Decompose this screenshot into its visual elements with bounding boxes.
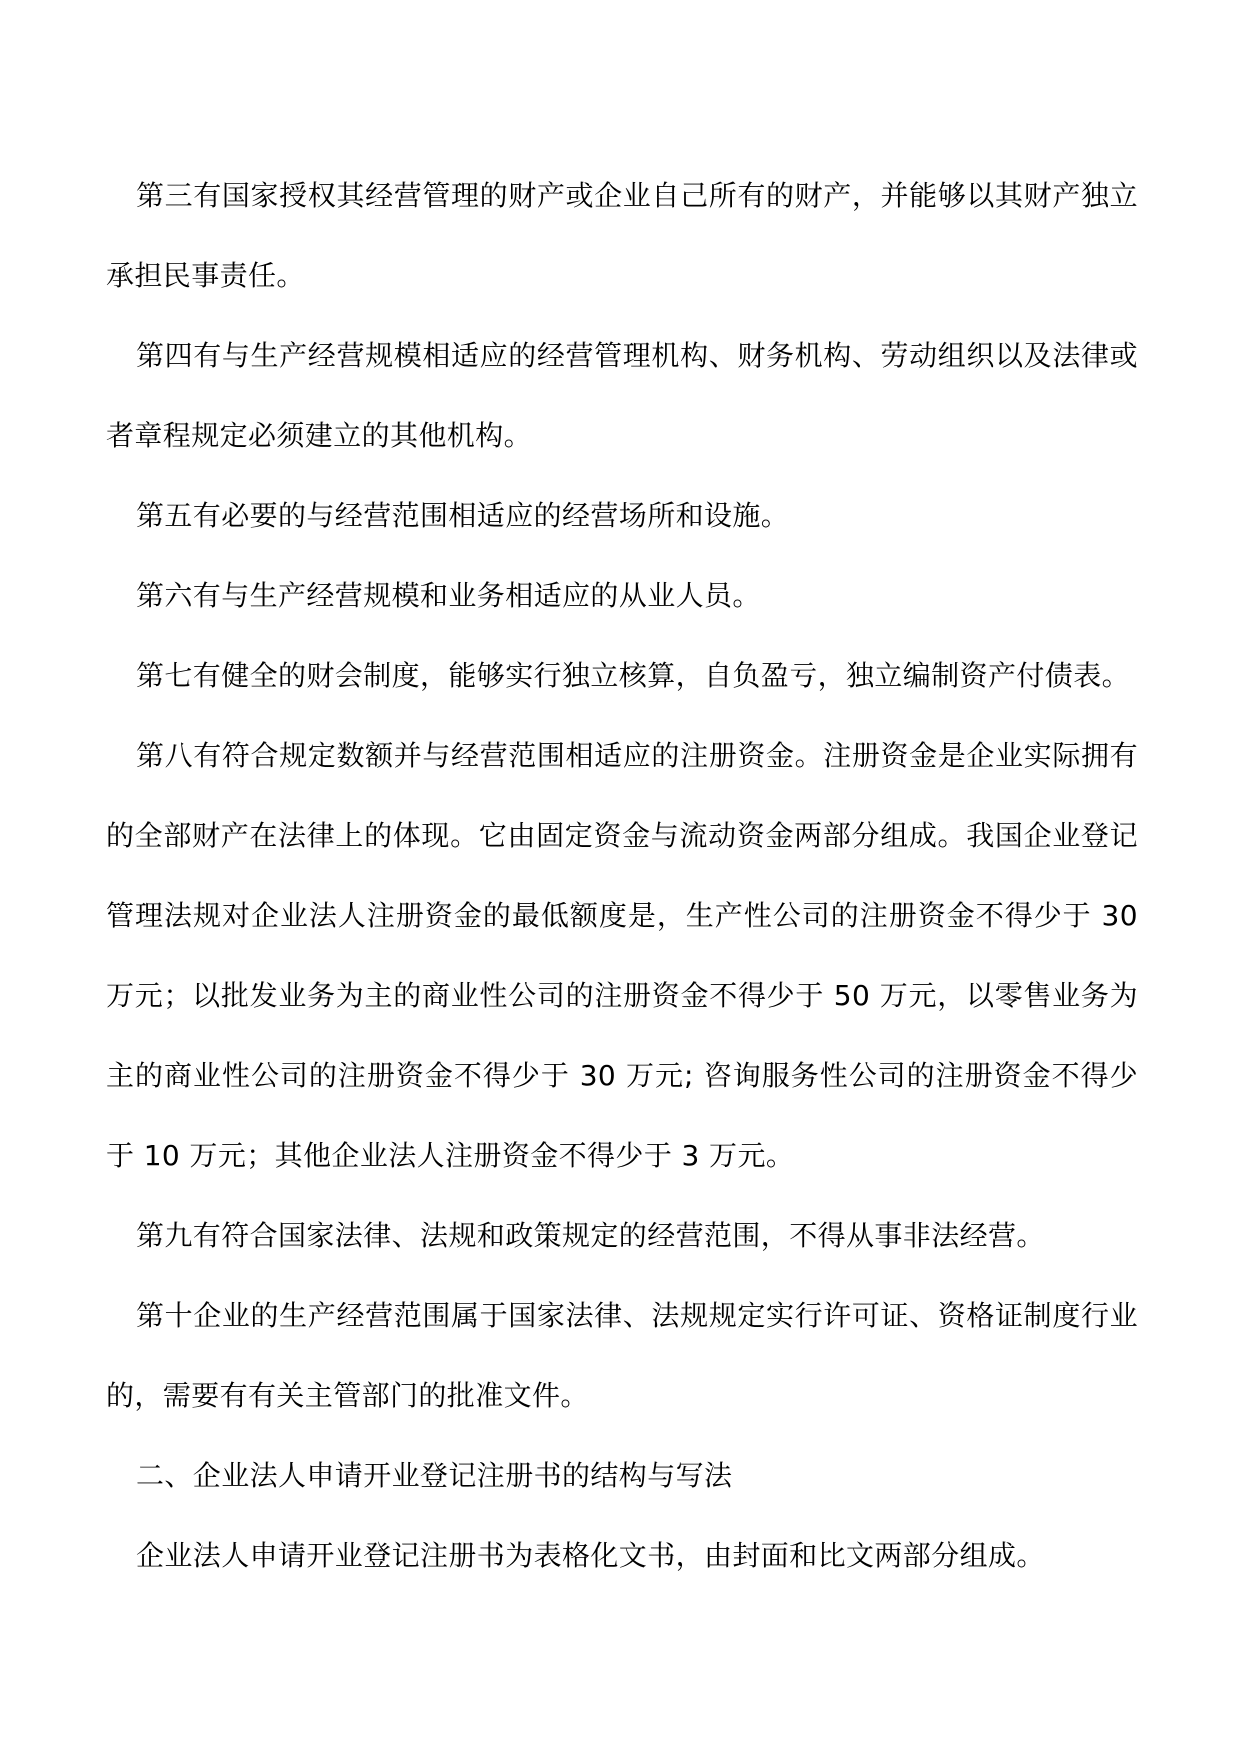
paragraph-item-4: 第四有与生产经营规模相适应的经营管理机构、财务机构、劳动组织以及法律或者章程规定必须建立的其他机构。 [106,339,1138,452]
paragraph-structure: 企业法人申请开业登记注册书为表格化文书，由封面和比文两部分组成。 [136,1539,1045,1572]
section-heading: 二、企业法人申请开业登记注册书的结构与写法 [136,1459,733,1492]
paragraph-item-3: 第三有国家授权其经营管理的财产或企业自己所有的财产，并能够以其财产独立承担民事责任。 [106,179,1138,292]
paragraph-item-5: 第五有必要的与经营范围相适应的经营场所和设施。 [136,499,790,532]
paragraph-item-6: 第六有与生产经营规模和业务相适应的从业人员。 [136,579,761,612]
document-body [106,156,1138,1596]
paragraph-item-10: 第十企业的生产经营范围属于国家法律、法规规定实行许可证、资格证制度行业的，需要有有关主管部门的批准文件。 [106,1299,1138,1412]
paragraph-item-8: 第八有符合规定数额并与经营范围相适应的注册资金。注册资金是企业实际拥有的全部财产在法律上的体现。它由固定资金与流动资金两部分组成。我国企业登记管理法规对企业法人注册资金的最低额度是，生产性公司的注册资金不得少于 30 万元；以批发业务为主的商业性公司的注册资金不得少于 50 万元，以零售业务为主的商业性公司的注册资金不得少于 30 万元; 咨询服务性公司的注册资金不得少于 10 万元；其他企业法人注册资金不得少于 3 万元。 [106,739,1138,1172]
paragraph-item-7: 第七有健全的财会制度，能够实行独立核算，自负盈亏，独立编制资产付债表。 [136,659,1131,692]
paragraph-item-9: 第九有符合国家法律、法规和政策规定的经营范围，不得从事非法经营。 [136,1219,1045,1252]
